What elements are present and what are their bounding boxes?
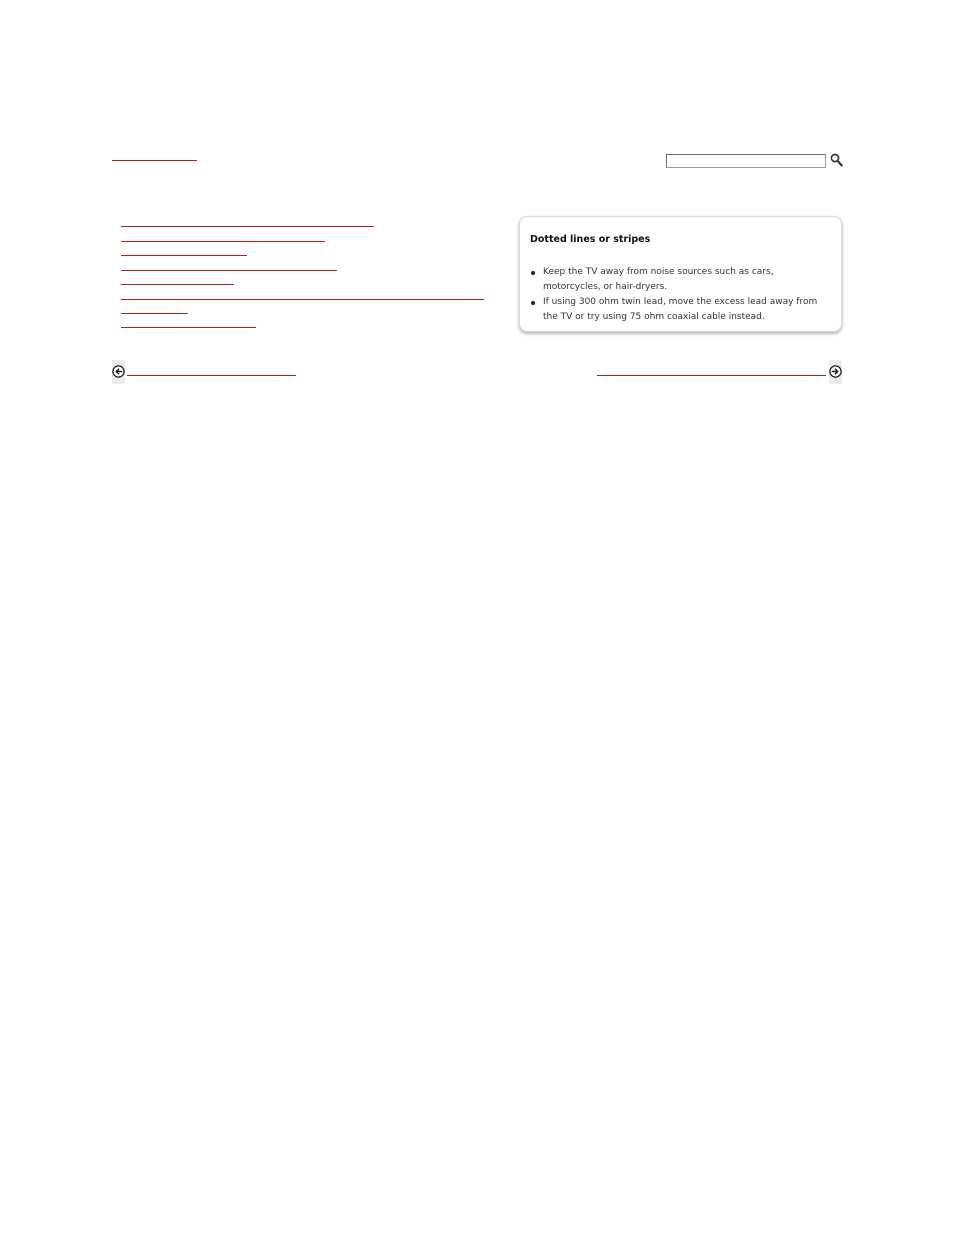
bullet-icon [531,301,535,305]
list-item [529,295,829,325]
previous-page-button[interactable] [112,360,125,384]
next-page-button[interactable] [829,360,842,384]
toc-link-7[interactable] [121,313,188,314]
arrow-right-circle-icon [829,365,842,378]
toc-link-6[interactable] [121,299,484,300]
search-button[interactable] [830,153,843,167]
previous-page-link[interactable] [127,375,296,376]
panel-title: Dotted lines or stripes [530,234,651,245]
next-page-link[interactable] [597,375,826,376]
toc-link-8[interactable] [121,327,256,328]
search-input[interactable] [666,154,826,168]
tip-text: Keep the TV away from noise sources such as cars, motorcycles, or hair-dryers. [543,267,774,292]
panel-tips-list [529,265,829,325]
troubleshooting-panel [519,216,842,332]
magnifier-icon [830,153,843,167]
toc-link-4[interactable] [121,270,337,271]
toc-link-1[interactable] [121,226,374,227]
toc-link-3[interactable] [121,255,247,256]
toc-link-2[interactable] [121,241,325,242]
header-home-link[interactable] [112,160,197,161]
toc-link-5[interactable] [121,284,234,285]
list-item [529,265,829,295]
arrow-left-circle-icon [112,365,125,378]
bullet-icon [531,271,535,275]
tip-text: If using 300 ohm twin lead, move the excess lead away from the TV or try using 75 ohm coaxial cable instead. [543,297,818,322]
